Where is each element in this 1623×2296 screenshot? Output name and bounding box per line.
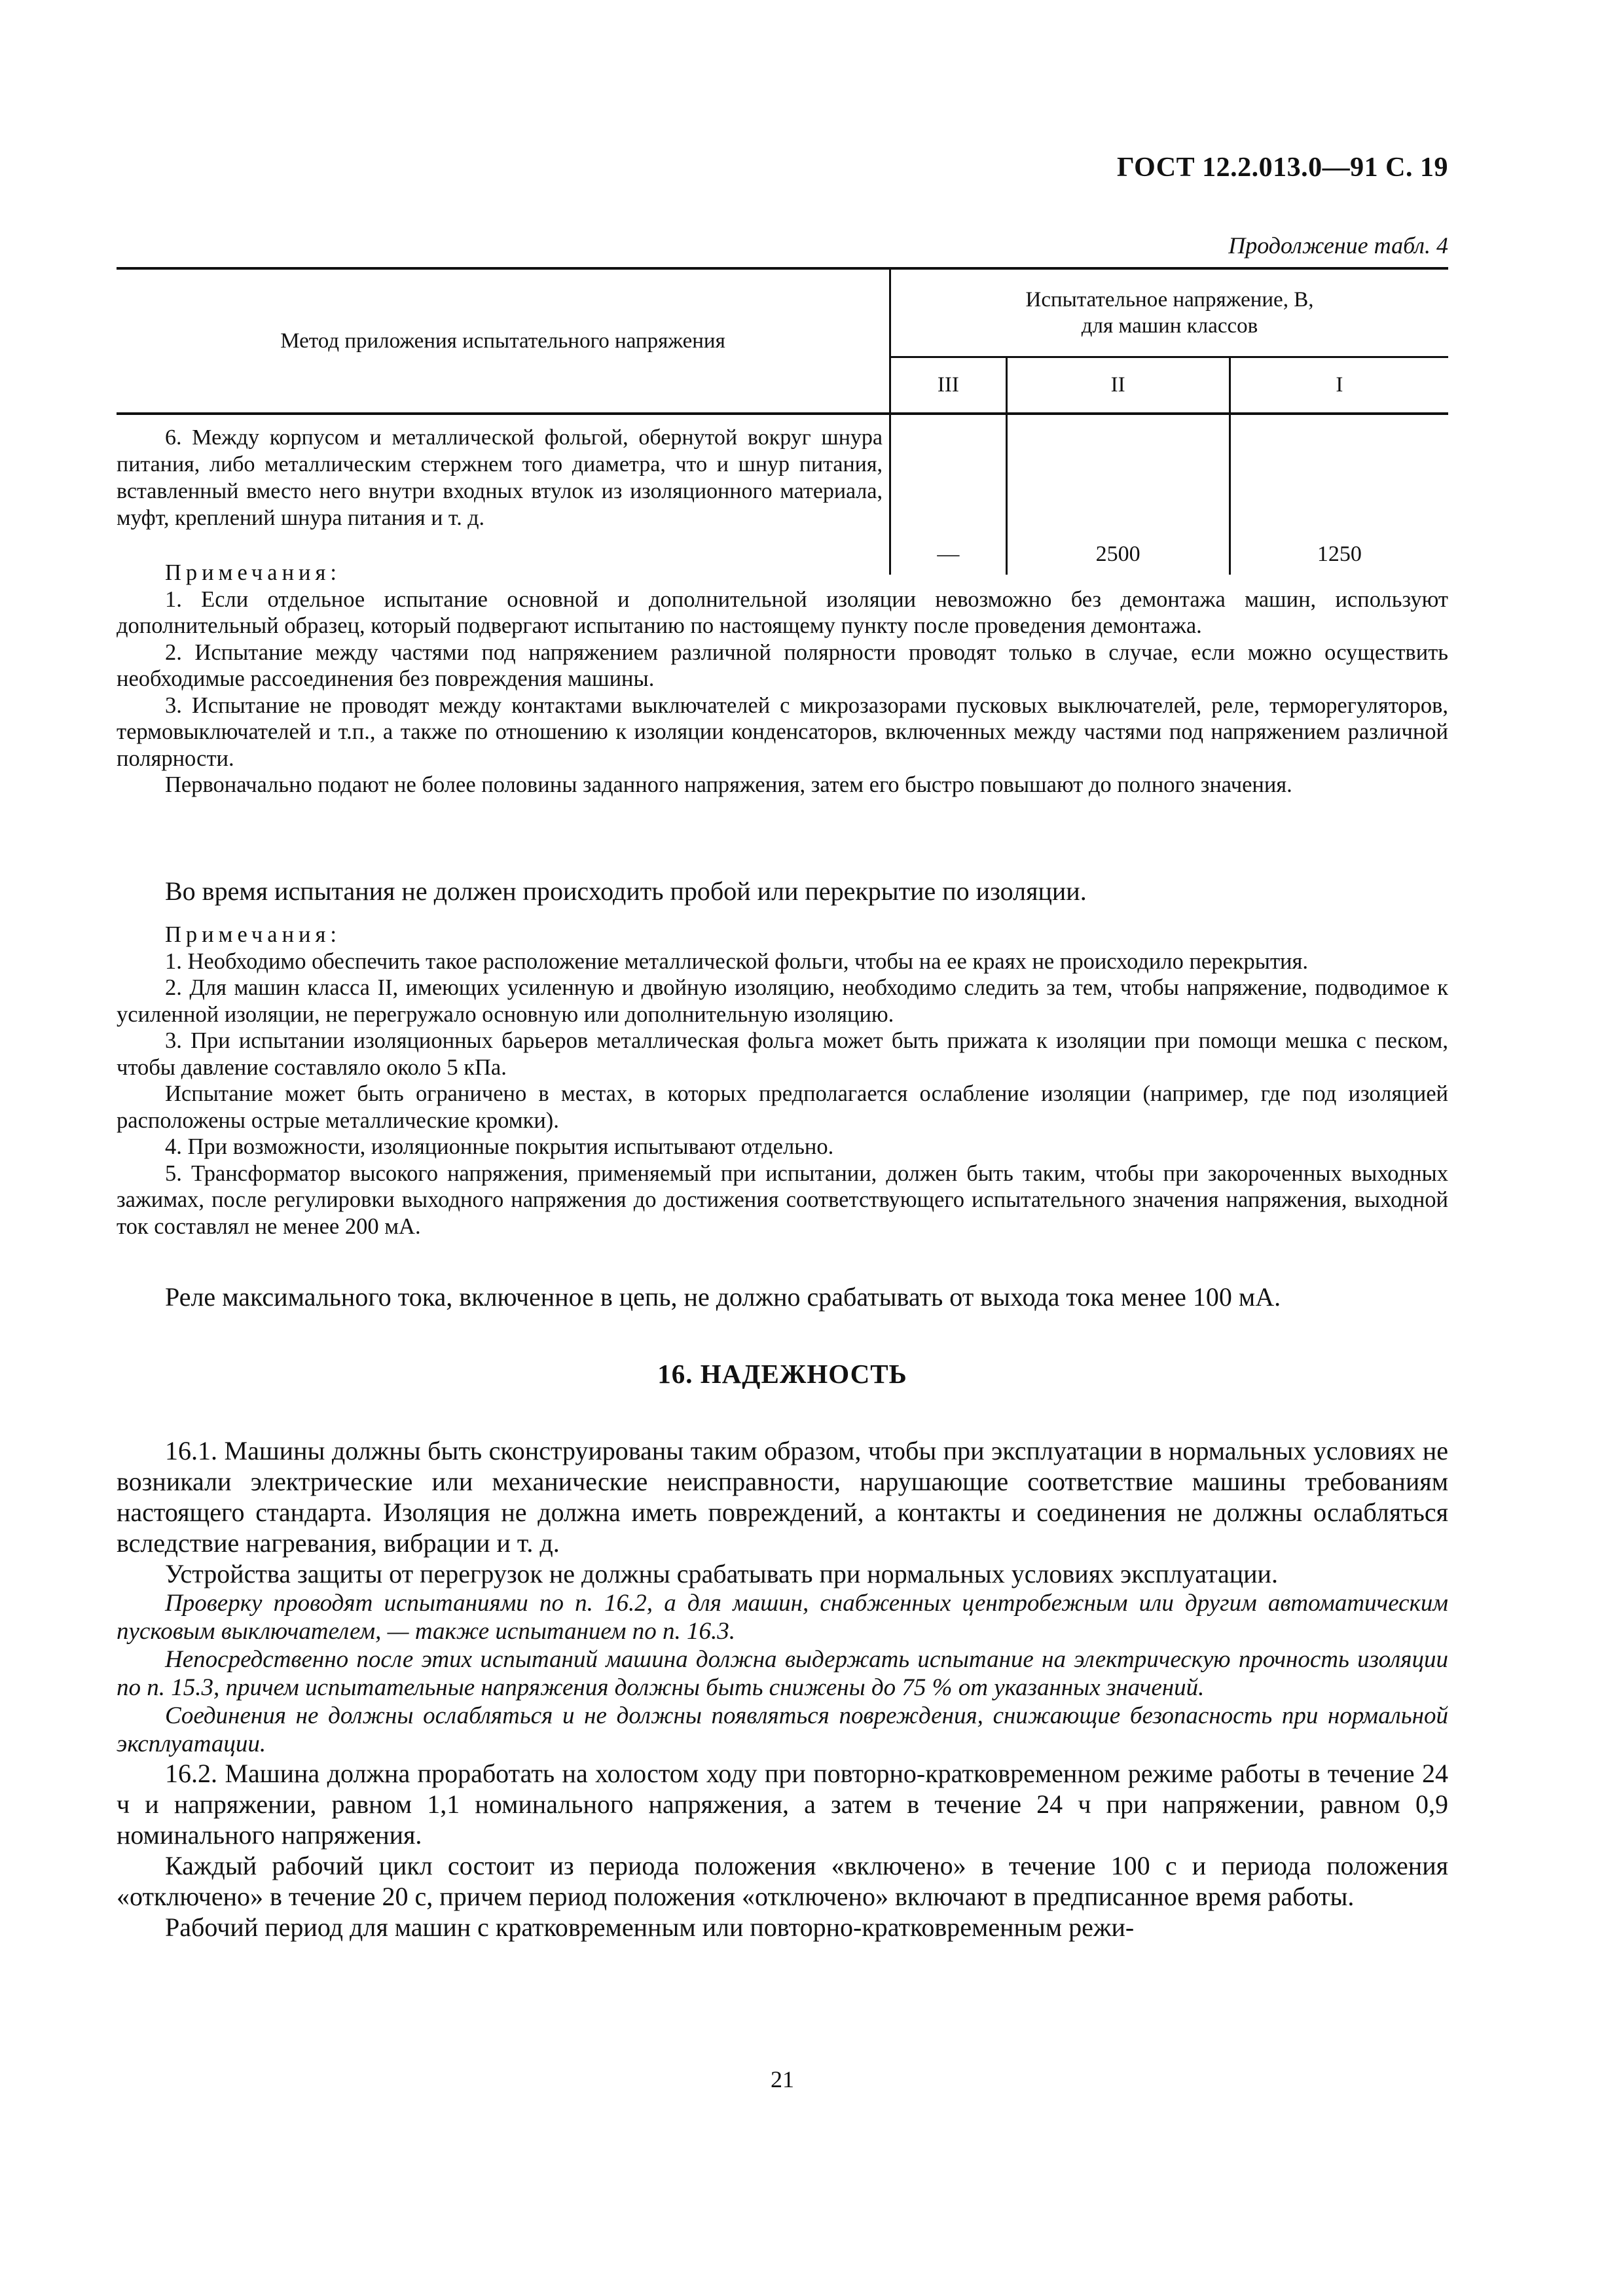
notes-title: Примечания: [165,560,341,585]
note-item: 2. Для машин класса II, имеющих усиленную и двойную изоляцию, необходимо следить за тем, чтобы напряжение, подводимое к усиленной изоляции, не перегружало основную или дополнительную изоляцию. [117,975,1448,1027]
notes-title: Примечания: [165,922,341,947]
table-header-class-iii: III [890,357,1007,414]
section-paragraph: 16.2. Машина должна проработать на холостом ходу при повторно-кратковременном режиме работы в течение 24 ч и напряжении, равном 1,1 номинального напряжения, а затем в течение 24 ч при напряжении, равном 0,9 номинального напряжения. [117,1759,1448,1850]
statement-text: Во время испытания не должен происходить пробой или перекрытие по изоляции. [165,876,1087,906]
note-item: Первоначально подают не более половины заданного напряжения, затем его быстро повышают до полного значения. [165,772,1292,797]
table-header-voltage [890,268,1449,357]
table-header-class-ii: II [1006,357,1230,414]
table-continuation-label: Продолжение табл. 4 [1228,232,1448,259]
section-title: 16. НАДЕЖНОСТЬ [657,1359,907,1389]
note-item: 5. Трансформатор высокого напряжения, применяемый при испытании, должен быть таким, чтобы при закороченных выходных зажимах, после регулировки выходного напряжения до достижения соответствующего испытательного значения напряжения, выходной ток составлял не менее 200 мА. [117,1160,1448,1239]
section-body [117,1435,1448,1943]
table-cell-class-i: 1250 [1317,542,1362,566]
document-id: ГОСТ 12.2.013.0—91 С. 19 [1116,152,1448,183]
note-item: 3. При испытании изоляционных барьеров металлическая фольга может быть прижата к изоляции при помощи мешка с песком, чтобы давление составляло около 5 кПа. [117,1028,1448,1080]
note-item: 1. Если отдельное испытание основной и дополнительной изоляции невозможно без демонтажа машин, используют дополнительный образец, который подвергают испытанию по настоящему пункту после проведения демонтажа. [117,586,1448,638]
table-header-voltage-line2: для машин классов [1081,314,1258,338]
note-item: 4. При возможности, изоляционные покрытия испытывают отдельно. [165,1134,834,1159]
statement-breakdown [117,876,1448,906]
section-paragraph: Устройства защиты от перегрузок не должны срабатывать при нормальных условиях эксплуатации. [165,1559,1278,1588]
page-number: 21 [771,2066,794,2092]
section-paragraph: Рабочий период для машин с кратковременным или повторно-кратковременным режи- [165,1912,1135,1942]
table-header-method-label: Метод приложения испытательного напряжения [280,329,725,353]
test-voltage-table [117,267,1448,575]
section-paragraph: Каждый рабочий цикл состоит из периода положения «включено» в течение 100 с и периода положения «отключено» в течение 20 с, причем период положения «отключено» включают в предписанное время работы. [117,1851,1448,1911]
table-cell-method: 6. Между корпусом и металлической фольгой, обернутой вокруг шнура питания, либо металлическим стержнем того диаметра, что и шнур питания, вставленный вместо него внутри входных втулок из изоляционного материала, муфт, креплений шнура питания и т. д. [117,414,890,575]
note-item: 3. Испытание не проводят между контактами выключателей с микрозазорами пусковых выключателей, реле, терморегуляторов, термовыключателей и т.п., а также по отношению к изоляции конденсаторов, включенных между частями под напряжением различной полярности. [117,692,1448,771]
note-item: 1. Необходимо обеспечить такое расположение металлической фольги, чтобы на ее краях не происходило перекрытия. [165,948,1309,974]
notes-block-1 [117,560,1448,798]
table-header-voltage-line1: Испытательное напряжение, В, [1025,288,1314,312]
table-cell-class-ii: 2500 [1006,414,1230,575]
section-paragraph-italic: Соединения не должны ослабляться и не должны появляться повреждения, снижающие безопасность при нормальной эксплуатации. [117,1702,1448,1757]
statement-relay [117,1282,1448,1312]
notes-block-2 [117,922,1448,1240]
table-row [117,414,1448,575]
section-paragraph-italic: Непосредственно после этих испытаний машина должна выдержать испытание на электрическую прочность изоляции по п. 15.3, причем испытательные напряжения должны быть снижены до 75 % от указанных значений. [117,1646,1448,1701]
statement-text: Реле максимального тока, включенное в цепь, не должно срабатывать от выхода тока менее 100 мА. [165,1282,1281,1312]
table-cell-class-iii: — [890,414,1007,575]
note-item: 2. Испытание между частями под напряжением различной полярности проводят только в случае, если можно осуществить необходимые рассоединения без повреждения машины. [117,639,1448,691]
note-item: Испытание может быть ограничено в местах, в которых предполагается ослабление изоляции (например, где под изоляцией расположены острые металлические кромки). [117,1081,1448,1133]
table-header-class-i: I [1230,357,1448,414]
section-paragraph: 16.1. Машины должны быть сконструированы таким образом, чтобы при эксплуатации в нормальных условиях не возникали электрические или механические неисправности, нарушающие соответствие машины требованиям настоящего стандарта. Изоляция не должна иметь повреждений, а контакты и соединения не должны ослабляться вследствие нагревания, вибрации и т. д. [117,1436,1448,1558]
table-header-method [117,268,890,414]
section-paragraph-italic: Проверку проводят испытаниями по п. 16.2, а для машин, снабженных центробежным или другим автоматическим пусковым выключателем, — также испытанием по п. 16.3. [117,1590,1448,1645]
